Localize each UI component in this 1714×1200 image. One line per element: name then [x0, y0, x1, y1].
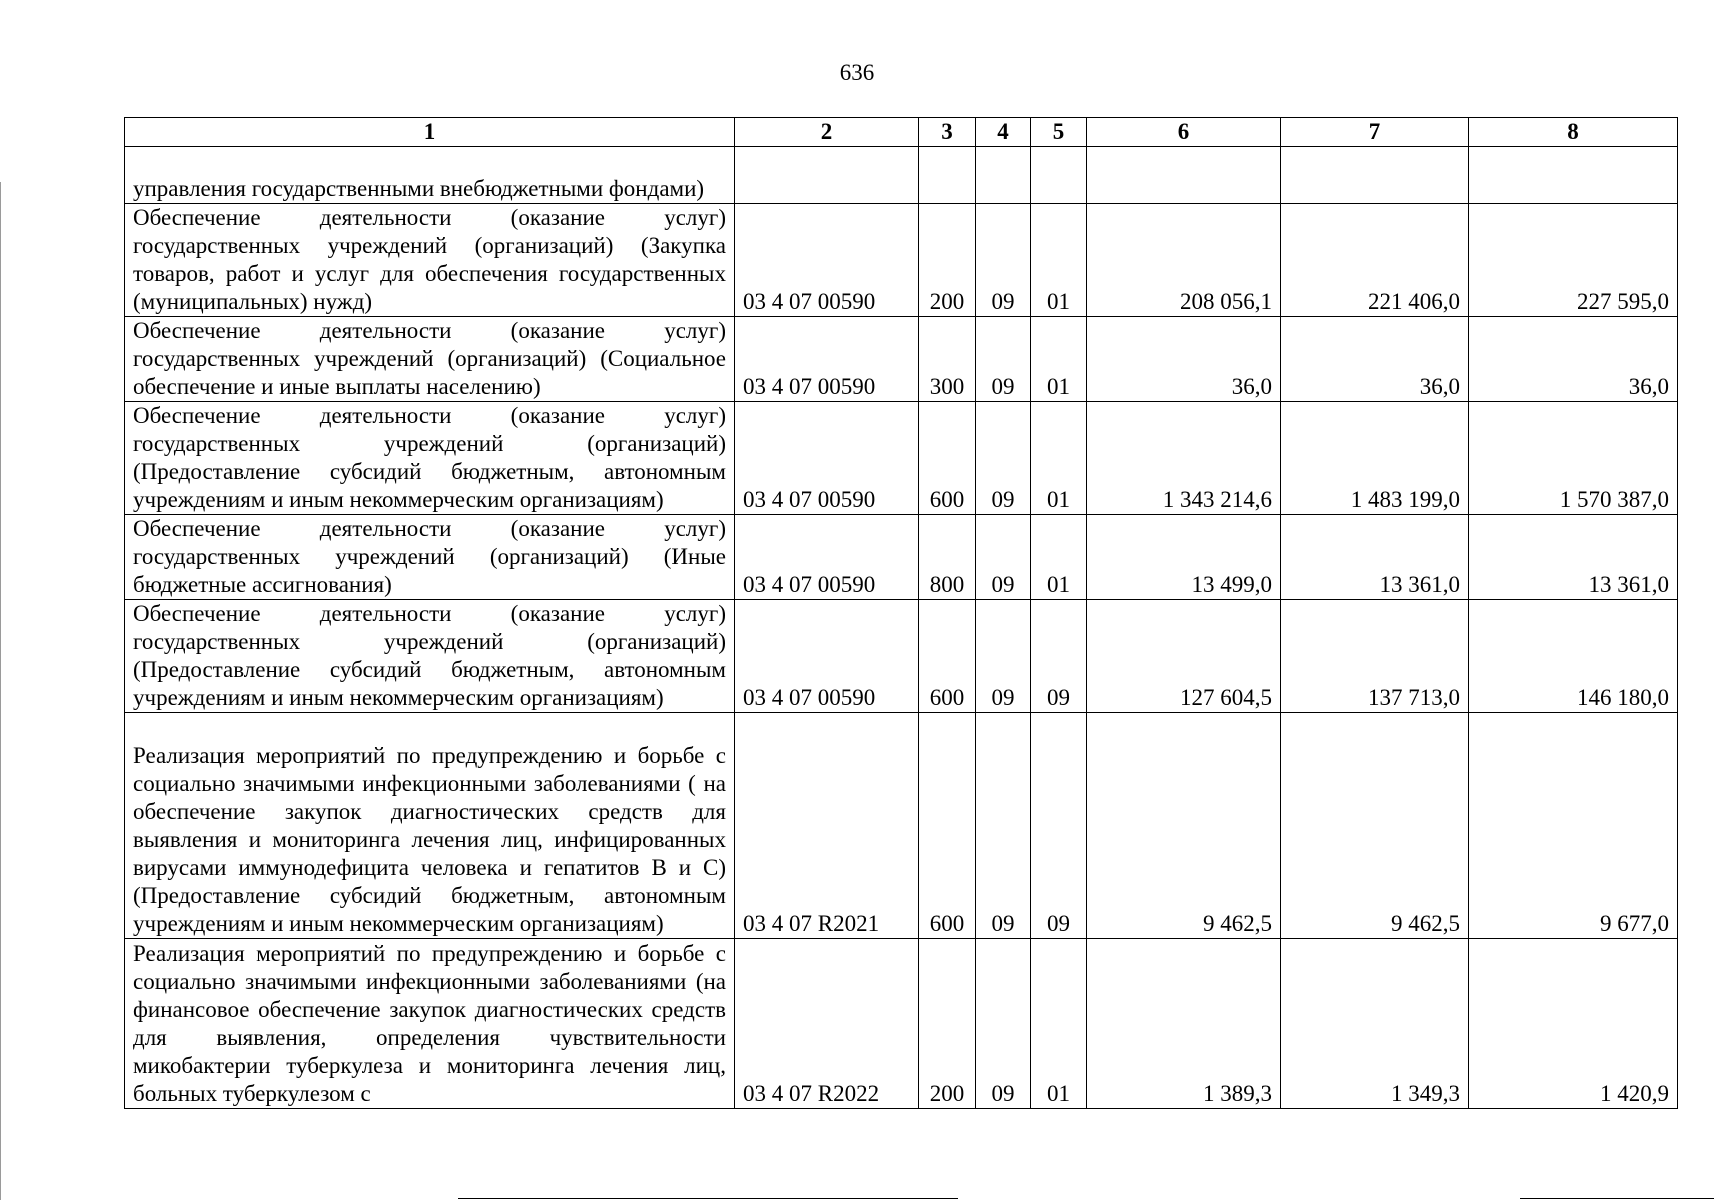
expense-type: 200 [919, 204, 976, 317]
table-header-row [125, 118, 1678, 147]
subsection-code: 01 [1031, 939, 1087, 1109]
subsection-code: 01 [1031, 204, 1087, 317]
section-code: 09 [976, 713, 1031, 939]
budget-code: 03 4 07 R2022 [735, 939, 919, 1109]
section-code [976, 147, 1031, 204]
table-row [125, 713, 1678, 939]
amount-col-6: 208 056,1 [1087, 204, 1281, 317]
section-code: 09 [976, 939, 1031, 1109]
amount-col-6: 36,0 [1087, 317, 1281, 402]
budget-code: 03 4 07 00590 [735, 515, 919, 600]
item-name: Обеспечение деятельности (оказание услуг) государственных учреждений (организаций) (Предоставление субсидий бюджетным, автономным учреждениям и иным некоммерческим организациям) [125, 600, 735, 713]
expense-type: 200 [919, 939, 976, 1109]
budget-code: 03 4 07 00590 [735, 204, 919, 317]
column-header: 4 [976, 118, 1031, 147]
item-name: Обеспечение деятельности (оказание услуг) государственных учреждений (организаций) (Социальное обеспечение и иные выплаты населению) [125, 317, 735, 402]
budget-code: 03 4 07 00590 [735, 402, 919, 515]
amount-col-6: 1 389,3 [1087, 939, 1281, 1109]
item-name: Обеспечение деятельности (оказание услуг) государственных учреждений (организаций) (Предоставление субсидий бюджетным, автономным учреждениям и иным некоммерческим организациям) [125, 402, 735, 515]
section-code: 09 [976, 204, 1031, 317]
budget-code: 03 4 07 00590 [735, 317, 919, 402]
column-header: 3 [919, 118, 976, 147]
amount-col-8: 9 677,0 [1469, 713, 1678, 939]
expense-type: 600 [919, 713, 976, 939]
amount-col-8: 13 361,0 [1469, 515, 1678, 600]
expense-type [919, 147, 976, 204]
amount-col-8: 36,0 [1469, 317, 1678, 402]
item-name: Реализация мероприятий по предупреждению и борьбе с социально значимыми инфекционными заболеваниями (на финансовое обеспечение закупок диагностических средств для выявления, определения чувствительности микобактерии туберкулеза и мониторинга лечения лиц, больных туберкулезом с [125, 939, 735, 1109]
table-row [125, 939, 1678, 1109]
budget-code: 03 4 07 R2021 [735, 713, 919, 939]
item-name: Реализация мероприятий по предупреждению и борьбе с социально значимыми инфекционными заболеваниями ( на обеспечение закупок диагностических средств для выявления и мониторинга лечения лиц, инфицированных вирусами иммунодефицита человека и гепатитов B и C) (Предоставление субсидий бюджетным, автономным учреждениям и иным некоммерческим организациям) [125, 713, 735, 939]
amount-col-6 [1087, 147, 1281, 204]
item-name: Обеспечение деятельности (оказание услуг) государственных учреждений (организаций) (Иные бюджетные ассигнования) [125, 515, 735, 600]
amount-col-8: 146 180,0 [1469, 600, 1678, 713]
section-code: 09 [976, 317, 1031, 402]
page-edge-shadow [0, 182, 1, 1200]
subsection-code: 01 [1031, 402, 1087, 515]
item-name: управления государственными внебюджетными фондами) [125, 147, 735, 204]
amount-col-7: 13 361,0 [1281, 515, 1469, 600]
table-row [125, 515, 1678, 600]
subsection-code: 09 [1031, 713, 1087, 939]
amount-col-7 [1281, 147, 1469, 204]
table-row [125, 402, 1678, 515]
expense-type: 300 [919, 317, 976, 402]
section-code: 09 [976, 515, 1031, 600]
column-header: 6 [1087, 118, 1281, 147]
amount-col-6: 9 462,5 [1087, 713, 1281, 939]
section-code: 09 [976, 600, 1031, 713]
subsection-code: 01 [1031, 317, 1087, 402]
column-header: 8 [1469, 118, 1678, 147]
table-row [125, 147, 1678, 204]
column-header: 1 [125, 118, 735, 147]
budget-code: 03 4 07 00590 [735, 600, 919, 713]
amount-col-8 [1469, 147, 1678, 204]
amount-col-8: 227 595,0 [1469, 204, 1678, 317]
subsection-code: 01 [1031, 515, 1087, 600]
scan-rule [1520, 1198, 1714, 1199]
subsection-code [1031, 147, 1087, 204]
scan-rule [458, 1198, 958, 1199]
amount-col-7: 137 713,0 [1281, 600, 1469, 713]
column-header: 2 [735, 118, 919, 147]
section-code: 09 [976, 402, 1031, 515]
amount-col-8: 1 570 387,0 [1469, 402, 1678, 515]
amount-col-7: 221 406,0 [1281, 204, 1469, 317]
amount-col-6: 127 604,5 [1087, 600, 1281, 713]
item-name: Обеспечение деятельности (оказание услуг) государственных учреждений (организаций) (Закупка товаров, работ и услуг для обеспечения государственных (муниципальных) нужд) [125, 204, 735, 317]
column-header: 5 [1031, 118, 1087, 147]
amount-col-6: 13 499,0 [1087, 515, 1281, 600]
table-row [125, 600, 1678, 713]
expense-type: 600 [919, 600, 976, 713]
budget-code [735, 147, 919, 204]
expense-type: 600 [919, 402, 976, 515]
amount-col-6: 1 343 214,6 [1087, 402, 1281, 515]
expense-type: 800 [919, 515, 976, 600]
page-number: 636 [839, 60, 875, 85]
column-header: 7 [1281, 118, 1469, 147]
amount-col-7: 1 483 199,0 [1281, 402, 1469, 515]
budget-table [124, 117, 1678, 1109]
amount-col-8: 1 420,9 [1469, 939, 1678, 1109]
table-row [125, 317, 1678, 402]
amount-col-7: 36,0 [1281, 317, 1469, 402]
table-row [125, 204, 1678, 317]
amount-col-7: 9 462,5 [1281, 713, 1469, 939]
subsection-code: 09 [1031, 600, 1087, 713]
amount-col-7: 1 349,3 [1281, 939, 1469, 1109]
